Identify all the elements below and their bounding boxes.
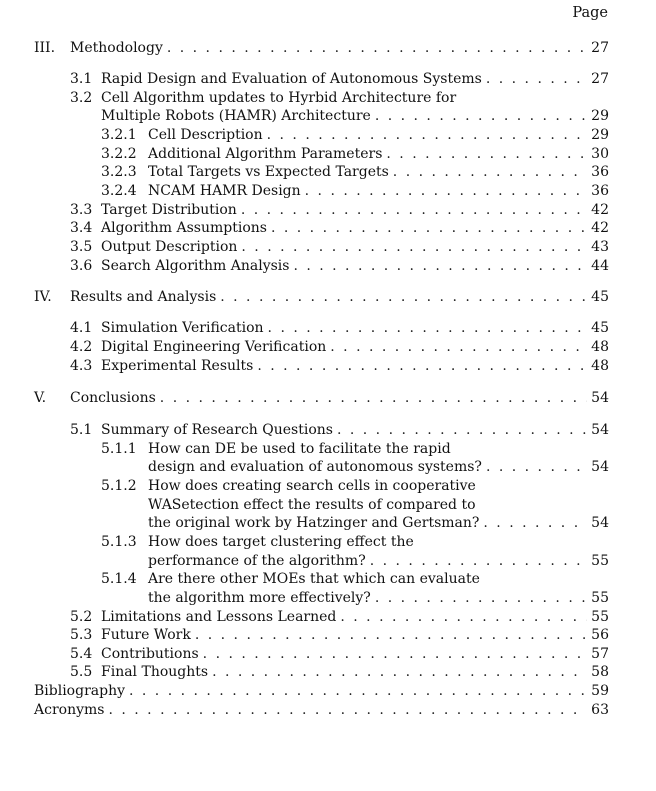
page-number: 57 (591, 646, 609, 662)
toc-entry-5-1-2-line-3[interactable] (0, 513, 656, 533)
dot-leader (486, 457, 587, 477)
toc-entry-5-1-3-line-2[interactable] (0, 551, 656, 571)
toc-entry-4-1[interactable] (0, 318, 656, 338)
entry-title: Contributions (101, 646, 199, 662)
toc-entry-5-5[interactable] (0, 662, 656, 682)
section-number: 4.3 (70, 358, 93, 374)
page-number: 55 (591, 553, 609, 569)
chapter-number: IV. (34, 289, 52, 305)
toc-entry-3-2-line-2[interactable] (0, 106, 656, 126)
toc-entry-3-2-4[interactable] (0, 181, 656, 201)
dot-leader (268, 318, 588, 338)
dot-leader (160, 388, 587, 408)
dot-leader (370, 551, 587, 571)
dot-leader (483, 513, 587, 533)
entry-title-continued: design and evaluation of autonomous systems? (148, 459, 482, 475)
page-column-header: Page (572, 5, 608, 21)
toc-entry-acronyms[interactable] (0, 700, 656, 720)
entry-title: Future Work (101, 627, 191, 643)
page-number: 27 (591, 40, 609, 56)
page-number: 58 (591, 664, 609, 680)
entry-title: Acronyms (34, 702, 105, 718)
subsection-number: 5.1.4 (101, 571, 137, 587)
toc-entry-3-5[interactable] (0, 237, 656, 257)
entry-title: Summary of Research Questions (101, 422, 333, 438)
page-number: 55 (591, 609, 609, 625)
entry-title: Digital Engineering Verification (101, 339, 327, 355)
page-number: 59 (591, 683, 609, 699)
entry-title: Output Description (101, 239, 238, 255)
dot-leader (375, 588, 587, 608)
toc-entry-5-3[interactable] (0, 625, 656, 645)
entry-title: How does target clustering effect the (148, 534, 414, 550)
entry-title: Rapid Design and Evaluation of Autonomous Systems (101, 71, 482, 87)
page-number: 43 (591, 239, 609, 255)
subsection-number: 5.1.1 (101, 441, 137, 457)
entry-title: Cell Description (148, 127, 263, 143)
toc-entry-3-3[interactable] (0, 200, 656, 220)
dot-leader (375, 106, 587, 126)
section-number: 3.6 (70, 258, 93, 274)
section-number: 5.1 (70, 422, 93, 438)
subsection-number: 3.2.4 (101, 183, 137, 199)
page-number: 48 (591, 358, 609, 374)
toc-entry-3-2-1[interactable] (0, 125, 656, 145)
page-number: 29 (591, 127, 609, 143)
section-number: 4.2 (70, 339, 93, 355)
entry-title-continued: WASetection effect the results of compared to (148, 497, 476, 513)
dot-leader (129, 681, 587, 701)
page-number: 42 (591, 220, 609, 236)
dot-leader (167, 38, 587, 58)
subsection-number: 3.2.2 (101, 146, 137, 162)
dot-leader (293, 256, 587, 276)
entry-title: Are there other MOEs that which can evaluate (148, 571, 480, 587)
page-number: 30 (591, 146, 609, 162)
dot-leader (257, 356, 587, 376)
dot-leader (337, 420, 587, 440)
toc-entry-5-1-4-line-2[interactable] (0, 588, 656, 608)
toc-entry-5-1-2-line-2[interactable] (0, 495, 656, 515)
entry-title: Algorithm Assumptions (101, 220, 267, 236)
page-number: 27 (591, 71, 609, 87)
entry-title: Methodology (70, 40, 163, 56)
dot-leader (212, 662, 587, 682)
dot-leader (195, 625, 587, 645)
toc-entry-3-6[interactable] (0, 256, 656, 276)
entry-title: Results and Analysis (70, 289, 217, 305)
entry-title: Total Targets vs Expected Targets (148, 164, 389, 180)
toc-entry-5-1[interactable] (0, 420, 656, 440)
toc-entry-5-1-1-line-1[interactable] (0, 439, 656, 459)
dot-leader (241, 200, 587, 220)
page-number: 42 (591, 202, 609, 218)
dot-leader (393, 162, 587, 182)
entry-title-continued: Multiple Robots (HAMR) Architecture (101, 108, 371, 124)
entry-title: Search Algorithm Analysis (101, 258, 290, 274)
dot-leader (241, 237, 587, 257)
section-number: 4.1 (70, 320, 93, 336)
page-number: 36 (591, 183, 609, 199)
chapter-number: V. (34, 390, 47, 406)
section-number: 5.3 (70, 627, 93, 643)
toc-entry-3-2-3[interactable] (0, 162, 656, 182)
toc-entry-4-3[interactable] (0, 356, 656, 376)
page-number: 45 (591, 289, 609, 305)
toc-entry-3-2-2[interactable] (0, 144, 656, 164)
entry-title: Final Thoughts (101, 664, 209, 680)
subsection-number: 3.2.3 (101, 164, 137, 180)
toc-entry-3-1[interactable] (0, 69, 656, 89)
entry-title-continued: performance of the algorithm? (148, 553, 366, 569)
toc-entry-3-4[interactable] (0, 218, 656, 238)
entry-title: Target Distribution (101, 202, 237, 218)
entry-title: How does creating search cells in cooperative (148, 478, 476, 494)
toc-entry-chapter-5[interactable] (0, 388, 656, 408)
dot-leader (220, 287, 587, 307)
page-number: 48 (591, 339, 609, 355)
dot-leader (340, 607, 587, 627)
dot-leader (271, 218, 587, 238)
page-number: 44 (591, 258, 609, 274)
entry-title: Cell Algorithm updates to Hyrbid Architecture for (101, 90, 457, 106)
toc-entry-5-1-4-line-1[interactable] (0, 569, 656, 589)
entry-title: Simulation Verification (101, 320, 264, 336)
toc-entry-bibliography[interactable] (0, 681, 656, 701)
page-number: 29 (591, 108, 609, 124)
dot-leader (386, 144, 587, 164)
toc-entry-5-1-1-line-2[interactable] (0, 457, 656, 477)
section-number: 3.5 (70, 239, 93, 255)
subsection-number: 5.1.2 (101, 478, 137, 494)
dot-leader (267, 125, 588, 145)
page-number: 54 (591, 515, 609, 531)
toc-entry-chapter-3[interactable] (0, 38, 656, 58)
page-number: 63 (591, 702, 609, 718)
dot-leader (486, 69, 587, 89)
dot-leader (330, 337, 587, 357)
entry-title: NCAM HAMR Design (148, 183, 301, 199)
entry-title-continued: the original work by Hatzinger and Gertsman? (148, 515, 480, 531)
section-number: 5.5 (70, 664, 93, 680)
page-number: 55 (591, 590, 609, 606)
entry-title: Bibliography (34, 683, 125, 699)
entry-title: Limitations and Lessons Learned (101, 609, 337, 625)
chapter-number: III. (34, 40, 56, 56)
section-number: 5.4 (70, 646, 93, 662)
toc-entry-5-1-2-line-1[interactable] (0, 476, 656, 496)
subsection-number: 5.1.3 (101, 534, 137, 550)
toc-entry-5-4[interactable] (0, 644, 656, 664)
toc-entry-chapter-4[interactable] (0, 287, 656, 307)
entry-title-continued: the algorithm more effectively? (148, 590, 371, 606)
dot-leader (305, 181, 588, 201)
page-number: 54 (591, 422, 609, 438)
entry-title: Experimental Results (101, 358, 254, 374)
entry-title: Additional Algorithm Parameters (148, 146, 383, 162)
page-number: 36 (591, 164, 609, 180)
dot-leader (108, 700, 587, 720)
entry-title: How can DE be used to facilitate the rapid (148, 441, 451, 457)
page-number: 54 (591, 390, 609, 406)
page-number: 45 (591, 320, 609, 336)
section-number: 3.1 (70, 71, 93, 87)
toc-entry-4-2[interactable] (0, 337, 656, 357)
toc-entry-5-2[interactable] (0, 607, 656, 627)
toc-entry-5-1-3-line-1[interactable] (0, 532, 656, 552)
section-number: 5.2 (70, 609, 93, 625)
toc-entry-3-2-line-1[interactable] (0, 88, 656, 108)
entry-title: Conclusions (70, 390, 156, 406)
section-number: 3.3 (70, 202, 93, 218)
section-number: 3.2 (70, 90, 93, 106)
page-number: 56 (591, 627, 609, 643)
dot-leader (203, 644, 588, 664)
page-number: 54 (591, 459, 609, 475)
subsection-number: 3.2.1 (101, 127, 137, 143)
section-number: 3.4 (70, 220, 93, 236)
